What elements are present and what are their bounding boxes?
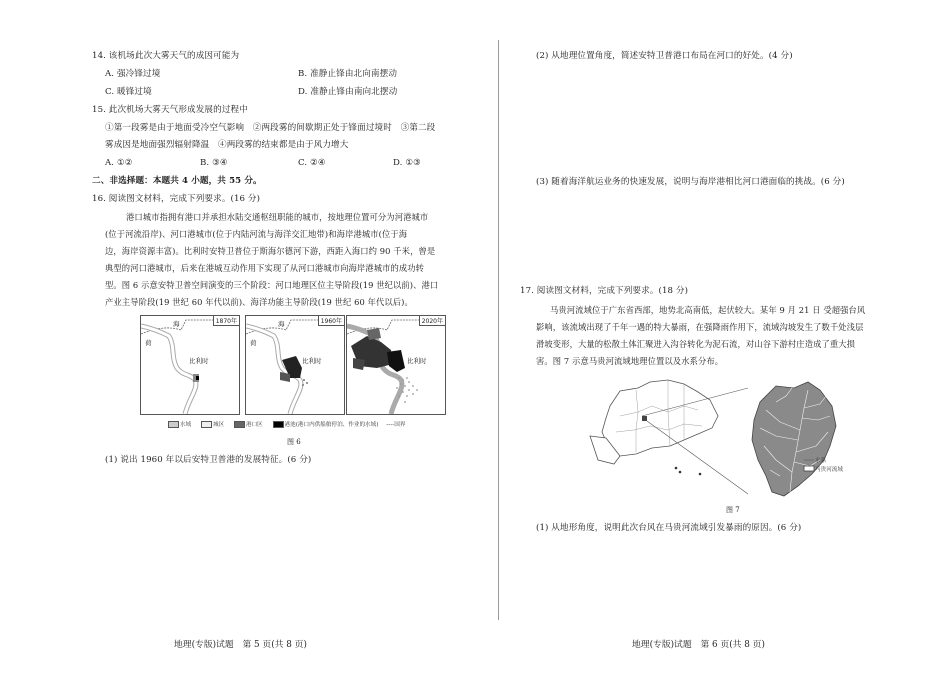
footer-right: 地理(专版)试题 第 6 页(共 8 页) <box>632 640 765 650</box>
fig7-legend-basin: 马贵河流域 <box>815 467 843 473</box>
map-label-north: 荷 <box>250 339 257 347</box>
q16-para: 边，海岸资源丰富)。比利时安特卫普位于斯海尔德河下游，西距入海口约 90 千米，曾是 <box>105 246 436 256</box>
legend-border-icon: ---- <box>386 422 395 428</box>
map-1870-drawing <box>141 316 239 414</box>
map-label-sea: 海 <box>278 320 285 328</box>
right-page <box>500 0 950 688</box>
map-label-north: 荷 <box>145 339 152 347</box>
q14-option-c[interactable]: C. 暖锋过境 <box>105 87 152 97</box>
q14-stem: 14. 该机场此次大雾天气的成因可能为 <box>92 51 240 61</box>
map-2020 <box>346 315 446 415</box>
legend-border: 国界 <box>394 422 406 428</box>
q16-para: (位于河流沿岸)、河口港城市(位于内陆河流与海洋交汇地带)和海岸港城市(位于海 <box>105 229 408 239</box>
footer-left: 地理(专版)试题 第 5 页(共 8 页) <box>174 640 307 650</box>
q16-para: 港口城市指拥有港口并承担水陆交通枢纽职能的城市，按地理位置可分为河港城市 <box>126 212 429 222</box>
map-label-country: 比利时 <box>189 357 209 365</box>
map-label-country: 比利时 <box>302 357 322 365</box>
legend-port: 港口区 <box>245 422 263 428</box>
q14-option-a[interactable]: A. 强冷锋过境 <box>105 69 161 79</box>
q16-stem: 16. 阅读图文材料，完成下列要求。(16 分) <box>92 194 261 204</box>
q17-para: 滑坡变形，大量的松散土体汇聚进入沟谷转化为泥石流，对山谷下游村庄造成了重大损 <box>536 339 856 349</box>
legend-harbor-swatch <box>273 421 284 428</box>
map-year-2020: 2020年 <box>419 316 445 326</box>
map-1960 <box>245 315 345 415</box>
page-divider <box>498 40 499 620</box>
q15-option-a[interactable]: A. ①② <box>105 158 133 168</box>
q16-para: 典型的河口港城市，后来在港城互动作用下实现了从河口港城市向海岸港城市的成功转 <box>105 263 425 273</box>
q17-stem: 17. 阅读图文材料，完成下列要求。(18 分) <box>520 286 689 296</box>
map-1870 <box>140 315 240 415</box>
legend-city: 城区 <box>212 422 225 428</box>
map-1960-drawing <box>246 316 344 414</box>
q16-sub3: (3) 随着海洋航运业务的快速发展，说明与海岸港相比河口港面临的挑战。(6 分) <box>536 177 845 187</box>
q15-option-b[interactable]: B. ③④ <box>200 158 228 168</box>
map-2020-drawing <box>347 316 445 414</box>
section-heading: 二、非选择题：本题共 4 小题，共 55 分。 <box>92 176 262 186</box>
fig6-legend <box>168 420 405 428</box>
q17-sub1: (1) 从地形角度，说明此次台风在马贵河流域引发暴雨的原因。(6 分) <box>536 523 802 533</box>
q15-option-c[interactable]: C. ②④ <box>298 158 326 168</box>
q16-para: 产业主导阶段(19 世纪 60 年代以前)、海洋功能主导阶段(19 世纪 60 年代以后)。 <box>105 297 413 307</box>
q16-sub2: (2) 从地理位置角度，简述安特卫普港口布局在河口的好处。(4 分) <box>536 51 793 61</box>
q17-para: 影响，该流域出现了千年一遇的特大暴雨，在强降雨作用下，流域沟坡发生了数千处浅层 <box>536 322 864 332</box>
fig7-caption: 图 7 <box>726 506 740 514</box>
legend-water: 水域 <box>180 422 192 428</box>
q17-para: 害。图 7 示意马贵河流域地理位置以及水系分布。 <box>536 356 724 366</box>
q17-para: 马贵河流域位于广东省西部，地势北高南低，起伏较大。某年 9 月 21 日 受超强台风 <box>550 305 866 315</box>
legend-water-swatch <box>168 421 179 428</box>
map-label-country: 比利时 <box>407 357 427 365</box>
map-label-sea: 海 <box>173 320 180 328</box>
fig7-legend-river: 水系 <box>815 458 827 464</box>
q14-option-b[interactable]: B. 准静止锋由北向南摆动 <box>298 69 398 79</box>
legend-harbor: 港池(港口内供船舶停泊、作业的水域) <box>284 422 379 428</box>
legend-city-swatch <box>201 421 212 428</box>
map-year-1870: 1870年 <box>213 316 239 326</box>
q15-option-d[interactable]: D. ①③ <box>393 158 421 168</box>
fig6-caption: 图 6 <box>287 438 301 446</box>
q16-sub1: (1) 说出 1960 年以后安特卫普港的发展特征。(6 分) <box>105 455 312 465</box>
fig7-map <box>580 376 880 501</box>
q15-stem: 15. 此次机场大雾天气形成发展的过程中 <box>92 105 248 115</box>
q14-option-d[interactable]: D. 准静止锋由南向北摆动 <box>298 87 398 97</box>
legend-port-swatch <box>234 421 245 428</box>
q16-para: 型。图 6 示意安特卫普空间演变的三个阶段：河口地理区位主导阶段(19 世纪以前)、港口 <box>105 280 439 290</box>
q15-statement-line2: 雾成因是地面强烈辐射降温 ④两段雾的结束都是由于风力增大 <box>105 140 349 150</box>
q15-statement-line1: ①第一段雾是由于地面受冷空气影响 ②两段雾的间歇期正处于锋面过境时 ③第二段 <box>105 123 436 133</box>
map-year-1960: 1960年 <box>318 316 344 326</box>
